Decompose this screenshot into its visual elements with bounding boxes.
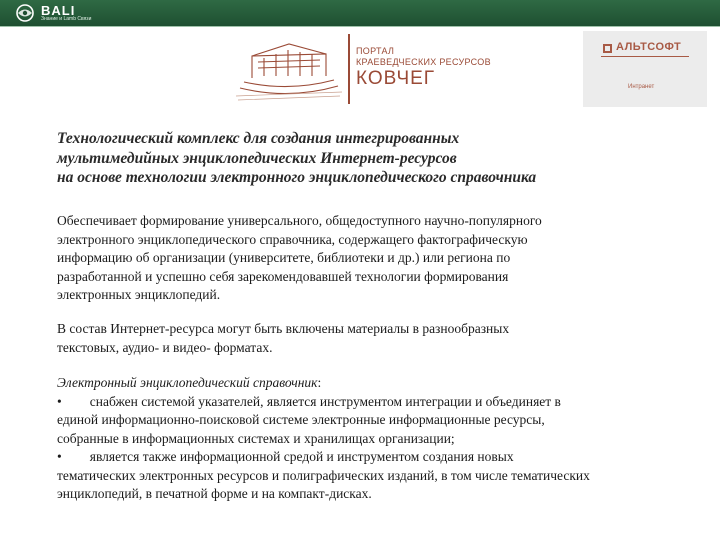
altsoft-square-icon <box>603 44 612 53</box>
top-banner <box>0 0 720 26</box>
text-line: разработанной и успешно себя зарекомендовавшей технологии формирования <box>57 268 509 284</box>
bullet-icon: • <box>57 393 62 409</box>
brand-name: BALI <box>41 3 76 18</box>
title-line: на основе технологии электронного энциклопедического справочника <box>57 169 537 186</box>
paragraph-formats <box>57 320 717 357</box>
text-line: информацию об организации (университете, библиотеки и др.) или региона по <box>57 250 511 265</box>
ark-logo-icon <box>234 36 344 104</box>
bullet-icon: • <box>57 449 62 464</box>
text-line: собранные в информационных системах и хранилищах организации; <box>57 430 455 446</box>
altsoft-rule <box>601 56 689 57</box>
bullet-text: снабжен системой указателей, является инструментом интеграции и объединяет в <box>89 393 561 409</box>
brand-tagline: Знание и Lamb Связи <box>41 16 92 22</box>
kovcheg-name: КОВЧЕГ <box>356 68 436 89</box>
bali-logo-icon <box>14 3 36 23</box>
text-line: энциклопедий, в печатной форме и на компакт-дисках. <box>57 486 372 501</box>
text-line: Обеспечивает формирование универсального, общедоступного научно-популярного <box>57 213 542 228</box>
banner-divider <box>0 26 720 27</box>
text-line: электронного энциклопедического справочника, содержащего фактографическую <box>57 231 528 247</box>
kovcheg-line-1: ПОРТАЛ <box>356 46 395 56</box>
title-line: Технологический комплекс для создания интегрированных <box>57 130 460 147</box>
text-line: единой информационно-поисковой системе электронные информационные ресурсы, <box>57 412 545 427</box>
kovcheg-wordmark <box>356 46 491 90</box>
features-lead <box>57 374 717 393</box>
kovcheg-divider <box>348 34 350 104</box>
title-line: мультимедийных энциклопедических Интернет-ресурсов <box>57 149 457 167</box>
text-line: В состав Интернет-ресурса могут быть включены материалы в разнообразных <box>57 321 510 336</box>
bullet-item <box>57 393 717 412</box>
text-line: тематических электронных ресурсов и полиграфических изданий, в том числе тематических <box>57 467 590 483</box>
kovcheg-line-2: КРАЕВЕДЧЕСКИХ РЕСУРСОВ <box>356 57 491 67</box>
altsoft-name: АЛЬТСОФТ <box>616 41 682 53</box>
page-title <box>57 129 717 188</box>
paragraph-features <box>57 374 717 504</box>
bullet-item <box>57 448 717 467</box>
lead-text: Электронный энциклопедический справочник <box>57 375 318 390</box>
altsoft-subtitle: Интранет <box>628 84 655 90</box>
paragraph-description <box>57 212 717 305</box>
text-line: электронных энциклопедий. <box>57 287 221 302</box>
bullet-text: является также информационной средой и инструментом создания новых <box>89 449 514 464</box>
lead-colon: : <box>317 375 322 390</box>
text-line: текстовых, аудио- и видео- форматах. <box>57 339 273 355</box>
